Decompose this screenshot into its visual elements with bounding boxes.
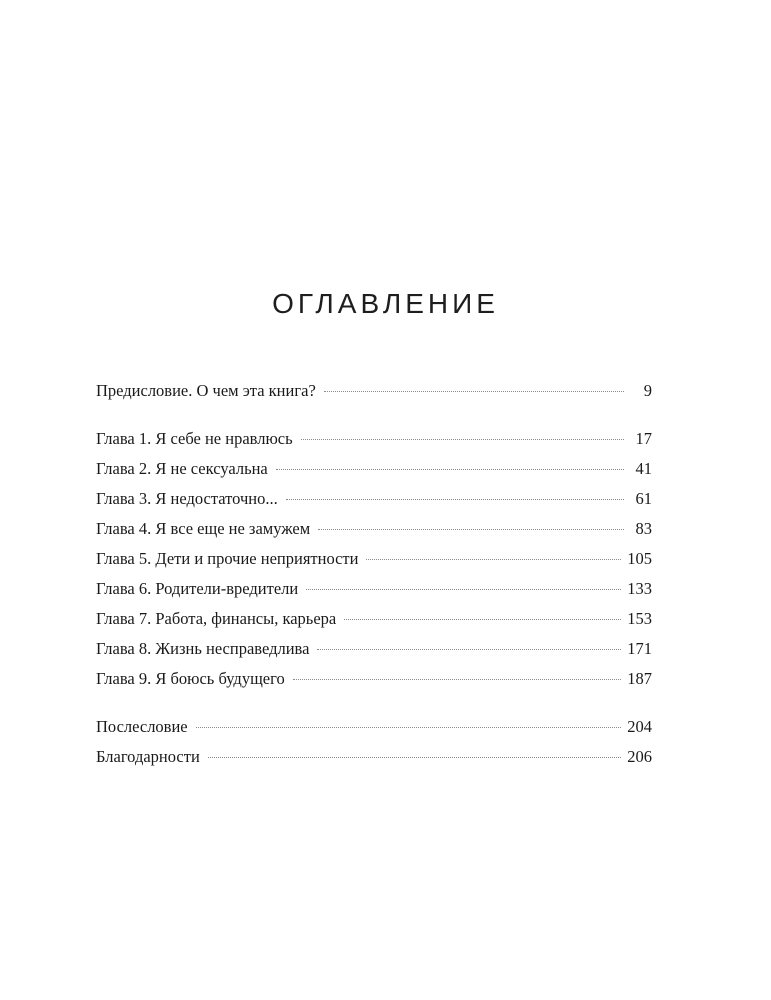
toc-entry-chapter-5[interactable] [96,544,652,574]
dot-leader [301,439,624,440]
toc-entry-label: Глава 5. Дети и прочие неприятности [96,549,359,568]
dot-leader [317,649,621,650]
dot-leader [293,679,622,680]
dot-leader [366,559,621,560]
table-of-contents [96,376,652,772]
toc-entry-label: Глава 1. Я себе не нравлюсь [96,429,293,448]
toc-entry-page: 187 [627,669,652,688]
toc-entry-page: 206 [627,747,652,766]
dot-leader [344,619,621,620]
toc-entry-label: Предисловие. О чем эта книга? [96,381,316,400]
toc-entry-chapter-9[interactable] [96,664,652,694]
toc-entry-chapter-6[interactable] [96,574,652,604]
toc-entry-chapter-2[interactable] [96,454,652,484]
dot-leader [286,499,624,500]
toc-entry-label: Глава 9. Я боюсь будущего [96,669,285,688]
toc-entry-page: 204 [627,717,652,736]
page-title: ОГЛАВЛЕНИЕ [272,288,499,319]
toc-entry-page: 9 [643,381,652,400]
toc-entry-chapter-1[interactable] [96,424,652,454]
dot-leader [318,529,624,530]
toc-entry-afterword[interactable] [96,712,652,742]
toc-entry-acknowledgements[interactable] [96,742,652,772]
toc-group-front [96,376,652,406]
dot-leader [196,727,622,728]
toc-entry-chapter-8[interactable] [96,634,652,664]
toc-entry-label: Глава 7. Работа, финансы, карьера [96,609,337,628]
toc-entry-page: 171 [627,639,652,658]
toc-entry-label: Послесловие [96,717,188,736]
toc-entry-label: Глава 8. Жизнь несправедлива [96,639,310,658]
toc-group-back [96,712,652,772]
dot-leader [324,391,624,392]
toc-entry-label: Глава 4. Я все еще не замужем [96,519,311,538]
toc-entry-page: 153 [627,609,652,628]
toc-entry-page: 133 [627,579,652,598]
toc-entry-page: 105 [627,549,652,568]
toc-entry-chapter-4[interactable] [96,514,652,544]
toc-entry-label: Глава 3. Я недостаточно... [96,489,278,508]
toc-entry-label: Благодарности [96,747,200,766]
toc-group-chapters [96,424,652,694]
toc-entry-label: Глава 2. Я не сексуальна [96,459,268,478]
toc-entry-chapter-3[interactable] [96,484,652,514]
toc-entry-label: Глава 6. Родители-вредители [96,579,299,598]
toc-entry-page: 61 [635,489,652,508]
toc-entry-chapter-7[interactable] [96,604,652,634]
toc-entry-page: 83 [635,519,652,538]
toc-entry-preface[interactable] [96,376,652,406]
dot-leader [306,589,621,590]
dot-leader [208,757,621,758]
dot-leader [276,469,624,470]
toc-entry-page: 41 [635,459,652,478]
toc-entry-page: 17 [635,429,652,448]
